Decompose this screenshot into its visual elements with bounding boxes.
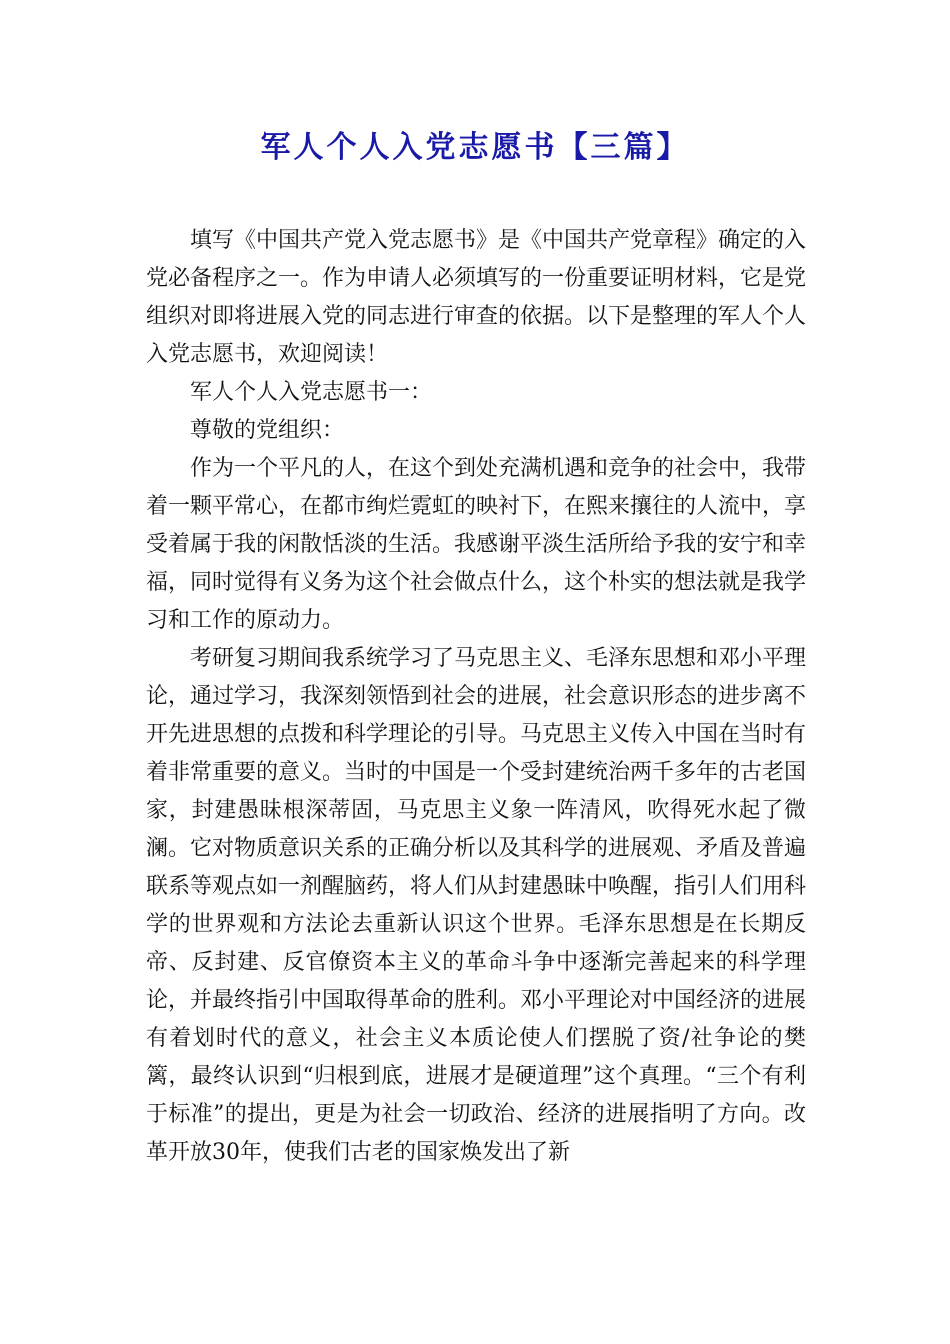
paragraph-salutation: 尊敬的党组织： [190,418,345,443]
paragraph-body-1: 作为一个平凡的人，在这个到处充满机遇和竞争的社会中，我带着一颗平常心，在都市绚烂霓虹的映衬下，在熙来攘往的人流中，享受着属于我的闲散恬淡的生活。我感谢平淡生活所给予我的安宁和幸福，同时觉得有义务为这个社会做点什么，这个朴实的想法就是我学习和工作的原动力。 [146,456,807,633]
paragraph-intro: 填写《中国共产党入党志愿书》是《中国共产党章程》确定的入党必备程序之一。作为申请人必须填写的一份重要证明材料，它是党组织对即将进展入党的同志进行审查的依据。以下是整理的军人个人入党志愿书，欢迎阅读！ [146,228,807,367]
paragraph-section-heading: 军人个人入党志愿书一： [190,380,433,405]
document-title: 军人个人入党志愿书【三篇】 [260,130,690,165]
document-body [146,222,806,1172]
paragraph-body-2: 考研复习期间我系统学习了马克思主义、毛泽东思想和邓小平理论，通过学习，我深刻领悟到社会的进展，社会意识形态的进步离不开先进思想的点拨和科学理论的引导。马克思主义传入中国在当时有着非常重要的意义。当时的中国是一个受封建统治两千多年的古老国家，封建愚昧根深蒂固，马克思主义象一阵清风，吹得死水起了微澜。它对物质意识关系的正确分析以及其科学的进展观、矛盾及普遍联系等观点如一剂醒脑药，将人们从封建愚昧中唤醒，指引人们用科学的世界观和方法论去重新认识这个世界。毛泽东思想是在长期反帝、反封建、反官僚资本主义的革命斗争中逐渐完善起来的科学理论，并最终指引中国取得革命的胜利。邓小平理论对中国经济的进展有着划时代的意义，社会主义本质论使人们摆脱了资/社争论的樊篱，最终认识到“归根到底，进展才是硬道理”这个真理。“三个有利于标准”的提出，更是为社会一切政治、经济的进展指明了方向。改革开放30年，使我们古老的国家焕发出了新 [146,646,807,1165]
